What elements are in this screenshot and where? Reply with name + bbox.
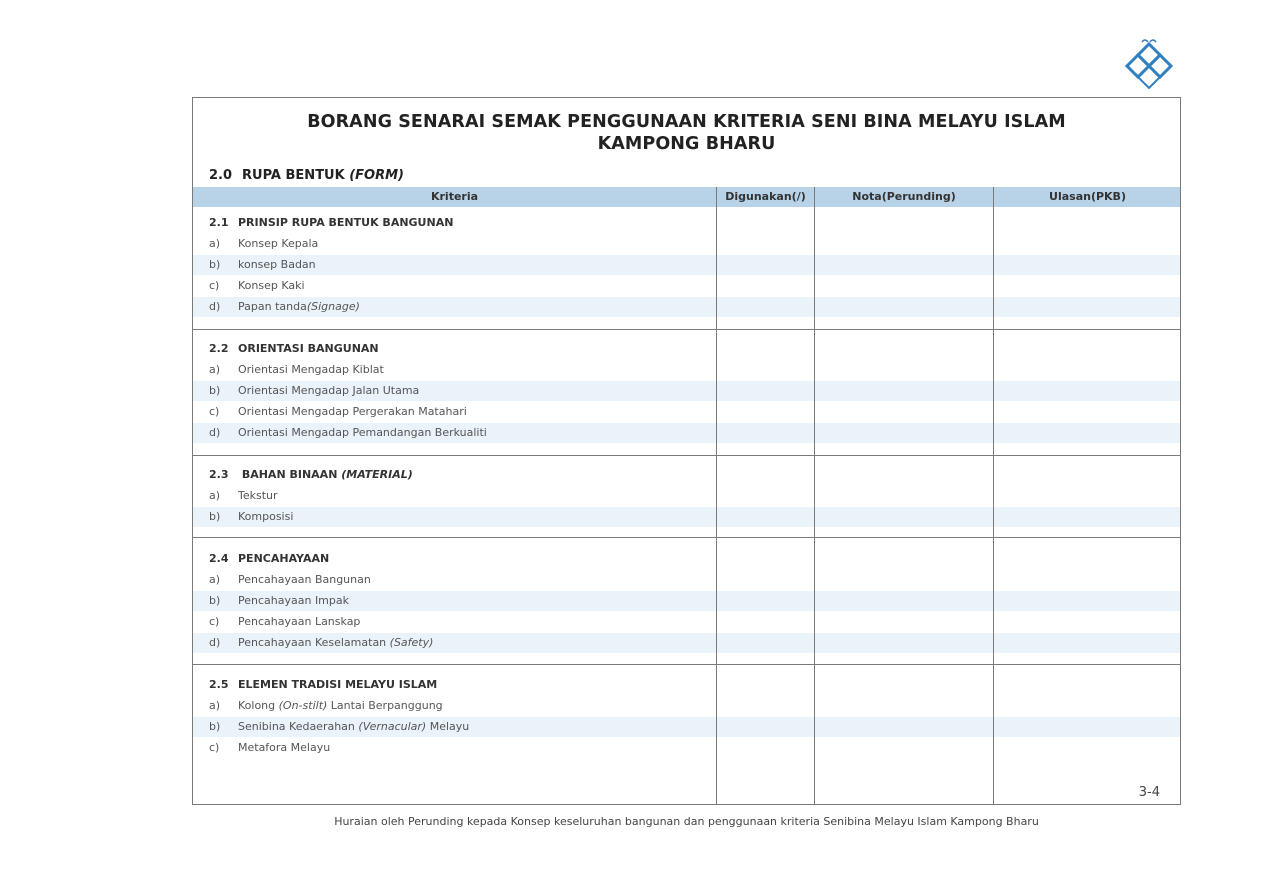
item-letter: c): [209, 405, 220, 418]
criteria-row: [193, 738, 1180, 758]
logo-icon: [1116, 36, 1182, 94]
form-subtitle: KAMPONG BHARU: [597, 134, 776, 154]
form-caption: Huraian oleh Perunding kepada Konsep keseluruhan bangunan dan penggunaan kriteria Senibina Melayu Islam Kampong Bharu: [334, 815, 1039, 828]
item-text: [238, 741, 330, 754]
item-letter: a): [209, 363, 221, 376]
group-number: 2.4: [209, 552, 229, 565]
column-header-kriteria: Kriteria: [430, 190, 479, 203]
item-text-main: Pencahayaan Lanskap: [238, 615, 361, 628]
group-number: 2.1: [209, 216, 229, 229]
item-text: [238, 573, 371, 586]
item-text: [238, 363, 384, 376]
group-title-text: PENCAHAYAAN: [238, 552, 330, 565]
item-letter: a): [209, 237, 221, 250]
criteria-row: [193, 297, 1180, 317]
item-text-main: Orientasi Mengadap Pemandangan Berkualiti: [238, 426, 487, 439]
criteria-row: [193, 276, 1180, 296]
item-text: [238, 510, 293, 523]
item-text-main: Komposisi: [238, 510, 294, 523]
item-letter: d): [209, 426, 221, 439]
checklist-form: [192, 97, 1181, 805]
group-divider: [193, 537, 1180, 538]
item-letter: d): [209, 636, 221, 649]
item-letter: a): [209, 699, 221, 712]
item-text: [238, 405, 467, 418]
item-letter: a): [209, 573, 221, 586]
group-number: 2.5: [209, 678, 229, 691]
criteria-row: [193, 402, 1180, 422]
item-letter: a): [209, 489, 221, 502]
item-text: [238, 384, 419, 397]
section-title: RUPA BENTUK: [242, 168, 345, 183]
item-text: [238, 237, 318, 250]
item-text: [238, 279, 305, 292]
column-divider: [993, 187, 994, 804]
item-letter: b): [209, 510, 221, 523]
criteria-row: [193, 612, 1180, 632]
item-text-italic: (On-stilt): [278, 699, 328, 712]
group-divider: [193, 329, 1180, 330]
item-text: [238, 300, 360, 313]
item-text-main: Pencahayaan Keselamatan: [238, 636, 390, 649]
item-text: [238, 489, 278, 502]
column-header-digunakan: Digunakan(/): [725, 190, 806, 203]
criteria-row: [193, 360, 1180, 380]
criteria-row: [193, 570, 1180, 590]
table-header: [193, 187, 1180, 207]
group-title: [209, 342, 379, 355]
item-letter: b): [209, 720, 221, 733]
item-text-main: Tekstur: [238, 489, 278, 502]
item-letter: c): [209, 615, 220, 628]
item-letter: d): [209, 300, 221, 313]
group-title: [209, 216, 453, 229]
item-text-main: Orientasi Mengadap Kiblat: [238, 363, 384, 376]
page-number: 3-4: [1138, 785, 1160, 800]
group-title-text: ORIENTASI BANGUNAN: [238, 342, 379, 355]
item-letter: b): [209, 384, 221, 397]
group-divider: [193, 664, 1180, 665]
group-title: [209, 552, 329, 565]
criteria-row: [193, 234, 1180, 254]
criteria-row: [193, 381, 1180, 401]
organization-logo: [1116, 36, 1182, 94]
item-letter: b): [209, 594, 221, 607]
item-text: [238, 426, 487, 439]
form-title: BORANG SENARAI SEMAK PENGGUNAAN KRITERIA SENI BINA MELAYU ISLAM: [307, 112, 1066, 132]
item-text-italic: (Signage): [306, 300, 360, 313]
criteria-row: [193, 255, 1180, 275]
item-text: [238, 720, 469, 733]
group-title: [209, 468, 413, 481]
item-text-italic: (Safety): [389, 636, 434, 649]
item-text: [238, 258, 316, 271]
group-divider: [193, 455, 1180, 456]
item-text-after: Melayu: [426, 720, 470, 733]
item-text: [238, 636, 433, 649]
item-letter: c): [209, 741, 220, 754]
column-divider: [716, 187, 717, 804]
group-number: 2.2: [209, 342, 229, 355]
group-title-text: ELEMEN TRADISI MELAYU ISLAM: [238, 678, 438, 691]
item-text-main: Konsep Kaki: [238, 279, 305, 292]
criteria-row: [193, 696, 1180, 716]
item-text-main: Orientasi Mengadap Jalan Utama: [238, 384, 420, 397]
group-number: 2.3: [209, 468, 229, 481]
item-letter: c): [209, 279, 220, 292]
column-divider: [814, 187, 815, 804]
section-heading: [209, 168, 404, 183]
group-title-italic: (MATERIAL): [341, 468, 413, 481]
criteria-row: [193, 717, 1180, 737]
criteria-row: [193, 633, 1180, 653]
item-text-main: Pencahayaan Impak: [238, 594, 349, 607]
item-text-main: Pencahayaan Bangunan: [238, 573, 371, 586]
section-number: 2.0: [209, 168, 233, 183]
group-title: [209, 678, 437, 691]
column-header-nota: Nota(Perunding): [852, 190, 956, 203]
group-title-text: BAHAN BINAAN: [238, 468, 342, 481]
criteria-row: [193, 486, 1180, 506]
criteria-row: [193, 423, 1180, 443]
group-title-text: PRINSIP RUPA BENTUK BANGUNAN: [238, 216, 454, 229]
item-text-main: Orientasi Mengadap Pergerakan Matahari: [238, 405, 467, 418]
section-title-italic: (FORM): [349, 168, 404, 183]
item-text-main: konsep Badan: [238, 258, 316, 271]
item-text: [238, 699, 443, 712]
criteria-row: [193, 591, 1180, 611]
item-text-after: Lantai Berpanggung: [327, 699, 443, 712]
item-text-main: Metafora Melayu: [238, 741, 331, 754]
item-text: [238, 594, 349, 607]
criteria-row: [193, 507, 1180, 527]
item-letter: b): [209, 258, 221, 271]
item-text-italic: (Vernacular): [358, 720, 427, 733]
item-text-main: Kolong: [238, 699, 279, 712]
item-text-main: Konsep Kepala: [238, 237, 319, 250]
item-text: [238, 615, 360, 628]
item-text-main: Papan tanda: [238, 300, 307, 313]
item-text-main: Senibina Kedaerahan: [238, 720, 359, 733]
column-header-ulasan: Ulasan(PKB): [1049, 190, 1126, 203]
